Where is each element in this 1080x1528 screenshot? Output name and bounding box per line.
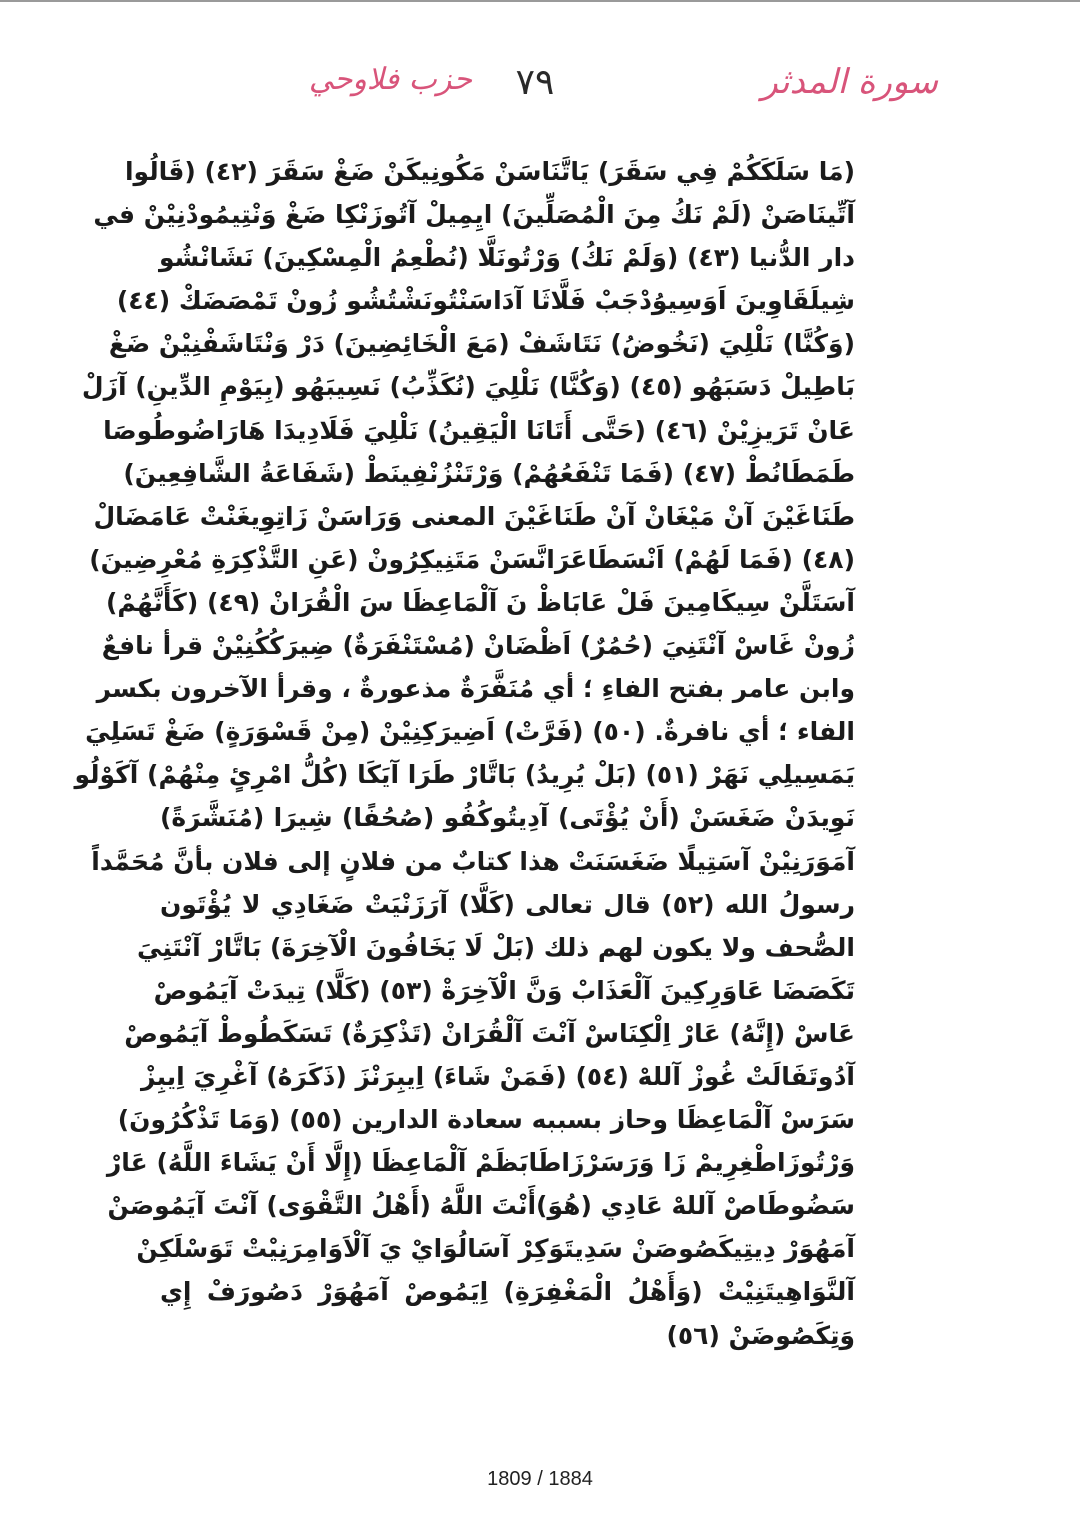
text-line: رسولُ الله (٥٢) قال تعالى (كَلَّا) آرَزَنْيَتْ ضَغَادِي لا يُؤْتَون (160, 889, 856, 919)
text-line: الفاء ؛ أي نافرةٌ. (٥٠) (فَرَّتْ) اَضِيرَكِنِيْنْ (مِنْ قَسْوَرَةٍ) ضَغْ تَسَلِيَ (85, 717, 855, 747)
surah-title: سورة المدثر (761, 62, 938, 102)
text-line: سَضُوطَاصْ آللهْ عَادِي (هُوَ)أَنْتَ اللَّهُ (أَهْلُ التَّقْوَى) آنْتَ آيَمُوصَنْ (107, 1191, 855, 1221)
text-line: آسَتَلَّنْ سِيكَامِينَ فَلْ عَابَاظْ نَ آلْمَاعِظَا سَ الْقُرَانْ (٤٩) (كَأَنَّهُمْ) (105, 587, 855, 617)
text-line: (مَا سَلَكَكُمْ فِي سَقَرَ) يَاتَّنَاسَنْ مَكُونِيكَنْ ضَغْ سَقَرَ (٤٢) (قَالُوا (124, 157, 855, 186)
text-line: وَرْتُوزَاطْغِرِيمْ زَا وَرَسَرْزَاطَابَظَمْ آلْمَاعِظَا (إِلَّا أَنْ يَشَاءَ اللَّهُ) عَارْ (106, 1148, 855, 1178)
text-line: نَوِيدَنْ ضَغَسَنْ (أَنْ يُؤْتَى) آدِيتُوكُفُو (صُحُفًا) شِيرَا (مُنَشَّرَةً) (160, 803, 855, 833)
text-line: آدُوتَفَالَتْ غُوزْ آللهْ (٥٤) (فَمَنْ شَاءَ) اِيبِرَنْزَ (ذَكَرَهُ) آغْرِيَ اِيبِزْ (141, 1061, 855, 1091)
text-line: شِيلَقَاوِينَ اَوَسِيوُدْجَبْ فَلَّاثَا آدَاسَنْتُونَشْتُشُو زُونْ تَمْصَضَكْ (٤٤) (116, 286, 855, 316)
text-line: عَاسْ (إِنَّهُ) عَارْ اِلْكِنَاسْ آنْتَ آلْقُرَانْ (تَذْكِرَةٌ) تَسَكَطُوطْ آيَمُوصْ (124, 1018, 855, 1048)
text-line: دار الدُّنيا (٤٣) (وَلَمْ نَكُ) وَرْتُونَلَّا (نُطْعِمُ الْمِسْكِينَ) نَشَانْشُو (158, 243, 855, 273)
text-line: وابن عامر بفتح الفاءِ ؛ أي مُنَفَّرَةٌ مذعورةٌ ، وقرأ الآخرون بكسر (96, 674, 855, 704)
text-line: طَنَاغَيْنَ آنْ مَيْغَانْ آنْ طَنَاغَيْنَ المعنى وَرَاسَنْ زَاتِوِيغَنْتْ عَامَضَالْ (93, 501, 855, 531)
text-line: تَكَصَضَا عَاوَرِكِينَ آلْعَذَابْ وَنَّ الْآخِرَةْ (٥٣) (كَلَّا) تِيدَتْ آيَمُوصْ (153, 975, 855, 1005)
top-border (0, 0, 1080, 2)
text-line: عَانْ تَرَيزِيْنْ (٤٦) (حَتَّى أَتَانَا الْيَقِينُ) نَلْلِيَ فَلَادِيدَا هَارَاضُوطُوصَا (103, 415, 855, 445)
text-line: زُونْ غَاسْ آنْتَنِيَ (حُمُرٌ) اَظْضَانْ (مُسْتَنْفَرَةٌ) ضِيرَكُكُنِيْنْ قرأ نافعٌ (101, 631, 855, 661)
text-body (74, 150, 856, 1357)
page-counter: 1809 / 1884 (487, 1468, 593, 1490)
text-line: الصُّحف ولا يكون لهم ذلك (بَلْ لَا يَخَافُونَ الْآخِرَةَ) بَاتَّارْ آنْتَنِيَ (137, 932, 855, 962)
hizb-title: حزب فلاوحي (308, 62, 472, 97)
text-line: آتِّينَاصَنْ (لَمْ نَكُ مِنَ الْمُصَلِّينَ) ايِمِيلْ آتُوزَنْكِا ضَغْ وَنْتِيمُودْنِيْنْ في (93, 200, 855, 230)
text-line: بَاطِيلْ دَسَبَهُو (٤٥) (وَكُنَّا) نَلْلِيَ (نُكَذِّبُ) نَسِيبَهُو (بِيَوْمِ الدِّينِ) آزَلْ (81, 372, 855, 402)
text-line: آمَوَرَنِيْنْ آسَتِيلًا ضَغَسَنَتْ هذا كتابٌ من فلانٍ إلى فلان بأنَّ مُحَمَّداً (91, 846, 855, 876)
text-line: آمَهُوَرْ دِيتِيكَصُوصَنْ سَدِيتَوَكِرْ آسَالُوَايْ يَ آلْاَوَامِرَنِيْتْ تَوَسْلَكِنْ (136, 1234, 855, 1264)
text-line: يَمَسِيلِي نَهَرْ (٥١) (بَلْ يُرِيدُ) بَاتَّارْ طَرَا آيَكَا (كُلُّ امْرِئٍ مِنْهُمْ) آكَوْلُو (74, 760, 855, 790)
text-line: وَتِكَصُوضَنْ (٥٦) (666, 1320, 855, 1350)
page-number: ٧٩ (515, 62, 555, 103)
text-line: طَمَطَانُطْ (٤٧) (فَمَا تَنْفَعُهُمْ) وَرْتَنْزُنْفِينَطْ (شَفَاعَةُ الشَّافِعِينَ) (123, 458, 855, 488)
text-line: سَرَسْ آلْمَاعِظَا وحاز بسببه سعادة الدارين (٥٥) (وَمَا تَذْكُرُونَ) (117, 1105, 855, 1135)
text-line: (وَكُنَّا) نَلْلِيَ (نَخُوضُ) نَتَاشَفْ (مَعَ الْخَائِضِينَ) دَرْ وَنْتَاشَفْنِيْنْ ضَغْ (108, 329, 855, 359)
text-line: آلنَّوَاهِيتَنِيْتْ (وَأَهْلُ الْمَغْفِرَةِ) اِيَمُوصْ آمَهُوَرْ دَصُورَفْ إِي (160, 1277, 855, 1307)
text-line: (٤٨) (فَمَا لَهُمْ) اَنْسَطَاعَرَانَّسَنْ مَتَنِيكِرُونْ (عَنِ التَّذْكِرَةِ مُعْرِضِينَ) (89, 544, 855, 574)
